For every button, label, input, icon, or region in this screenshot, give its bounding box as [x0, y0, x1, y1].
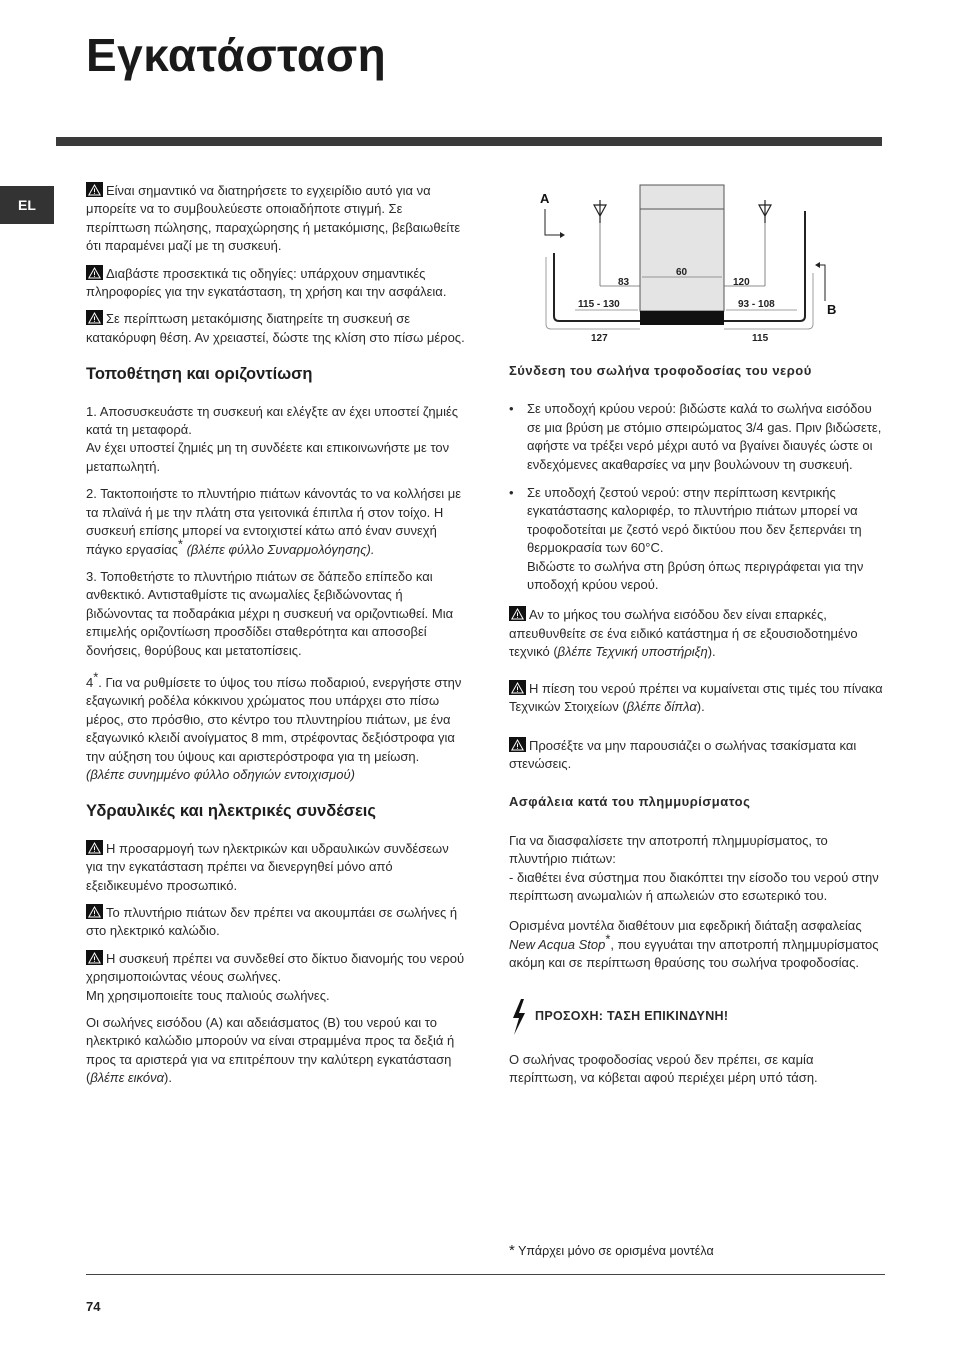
flood-brand: New Acqua Stop [509, 936, 606, 952]
right-column [509, 362, 885, 1096]
bullet-hot-text: Σε υποδοχή ζεστού νερού: στην περίπτωση κεντρικής εγκατάστασης καλοριφέρ, το πλυντήριο πιάτων μπορεί να τροφοδοτείται με ζεστό νερό δικτύου που δεν ξεπερνάει τη θερμοκρασία των 60°C. [527, 485, 862, 556]
warning-icon [509, 606, 526, 621]
voltage-alert-label: ΠΡΟΣΟΧΗ: ΤΑΣΗ ΕΠΙΚΙΝΔΥΝΗ! [535, 1009, 729, 1024]
step-2-text: 2. Τακτοποιήστε το πλυντήριο πιάτων κάνοντάς το να κολλήσει με τα πλαϊνά ή με την πλάτη στα γειτονικά έπιπλα ή στον τοίχο. Η συσκευή επίσης μπορεί να εντοιχιστεί κάτω από έναν συνεχή πάγκο εργασίας [86, 486, 462, 557]
warning-icon [86, 310, 103, 325]
step-1-text: 1. Αποσυσκευάστε τη συσκευή και ελέγξτε αν έχει υποστεί ζημιές κατά τη μεταφορά. [86, 403, 459, 438]
step-3 [86, 568, 466, 660]
flood-text-1: Για να διασφαλίσετε την αποτροπή πλημμυρίσματος, το πλυντήριο πιάτων: [509, 832, 828, 867]
warning-text-1-end: ). [707, 644, 716, 660]
plumbing-text-4-end: ). [164, 1070, 172, 1086]
step-4-number: 4 [86, 674, 94, 690]
footnote-star: * [177, 536, 183, 552]
label-a: A [540, 191, 550, 206]
footnote-text: Υπάρχει μόνο σε ορισμένα μοντέλα [518, 1244, 714, 1258]
warning-paragraph-2 [509, 680, 885, 717]
intro-paragraph-3 [86, 310, 466, 347]
plumbing-text-1: Η προσαρμογή των ηλεκτρικών και υδραυλικών συνδέσεων για την εγκατάσταση πρέπει να διενεργηθεί μόνο από εξειδικευμένο προσωπικό. [86, 840, 449, 893]
dim-60: 60 [676, 267, 688, 278]
warning-text-2-end: ). [696, 699, 705, 715]
step-4-reference: (βλέπε συνημμένο φύλλο οδηγιών εντοιχισμού) [86, 766, 355, 782]
dim-115: 115 [752, 333, 769, 344]
plumbing-text-3: Η συσκευή πρέπει να συνδεθεί στο δίκτυο διανομής του νερού χρησιμοποιώντας νέους σωλήνες. [86, 950, 465, 985]
warning-reference-1: βλέπε Τεχνική υποστήριξη [557, 644, 708, 660]
intro-paragraph-2 [86, 265, 466, 302]
step-4 [86, 669, 466, 784]
intro-text-3: Σε περίπτωση μετακόμισης διατηρείτε τη συσκευή σε κατακόρυφη θέση. Αν χρειαστεί, δώστε της κλίση στο πίσω μέρος. [86, 311, 465, 345]
flood-text-2a: Ορισμένα μοντέλα διαθέτουν μια εφεδρική διάταξη ασφαλείας [509, 918, 862, 934]
section-heading-inlet: Σύνδεση του σωλήνα τροφοδοσίας του νερού [509, 363, 812, 378]
final-text: Ο σωλήνας τροφοδοσίας νερού δεν πρέπει, σε καμία περίπτωση, να κόβεται αφού περιέχει μέρη υπό τάση. [509, 1051, 818, 1085]
plumbing-text-2: Το πλυντήριο πιάτων δεν πρέπει να ακουμπάει σε σωλήνες ή στο ηλεκτρικό καλώδιο. [86, 905, 458, 939]
warning-reference-2: βλέπε δίπλα [626, 699, 697, 715]
footnote-star: * [605, 931, 611, 947]
warning-icon [86, 840, 103, 855]
dim-115-130: 115 - 130 [578, 299, 620, 310]
plumbing-text-4: Οι σωλήνες εισόδου (A) και αδειάσματος (B) του νερού και το ηλεκτρικό καλώδιο μπορούν να είναι στραμμένα προς τα δεξιά ή προς τα αριστερά για να επιτρέπουν την καλύτερη εγκατάσταση ( [86, 1015, 455, 1086]
step-1 [86, 403, 466, 477]
dim-120: 120 [733, 277, 750, 288]
bullet-marker: • [509, 485, 514, 501]
bullet-cold-text: Σε υποδοχή κρύου νερού: βιδώστε καλά το σωλήνα εισόδου σε μια βρύση με στόμιο σπειρώματος 3/4 gas. Πριν βιδώσετε, αφήστε να τρέξει νερό μέχρι αυτό να βγαίνει διαυγές ώστε οι ενδεχόμενες ακαθαρσίες να μην βουλώνουν τη συσκευή. [527, 401, 882, 472]
header-rule [56, 137, 882, 146]
warning-paragraph-3 [509, 737, 885, 774]
plumbing-paragraph-4 [86, 1014, 466, 1088]
installation-diagram [535, 183, 845, 345]
plumbing-paragraph-1 [86, 840, 466, 895]
voltage-alert [511, 999, 885, 1035]
warning-icon [86, 182, 103, 197]
page-number: 74 [86, 1299, 101, 1314]
flood-paragraph-2 [509, 917, 885, 972]
dim-93-108: 93 - 108 [738, 299, 775, 310]
warning-text-2: Η πίεση του νερού πρέπει να κυμαίνεται στις τιμές του πίνακα Τεχνικών Στοιχείων ( [509, 680, 883, 715]
dim-127: 127 [591, 333, 608, 344]
bullet-hot-water [509, 484, 885, 594]
warning-icon [86, 265, 103, 280]
plumbing-text-3b: Μη χρησιμοποιείτε τους παλιούς σωλήνες. [86, 987, 330, 1003]
label-b: B [827, 302, 837, 317]
warning-icon [86, 950, 103, 965]
footnote [509, 1242, 714, 1259]
flood-text-2b: , που εγγυάται την αποτροπή πλημμυρίσματος ακόμη και σε περίπτωση θραύσης του σωλήνα τροφοδοσίας. [509, 936, 879, 971]
intro-paragraph-1 [86, 182, 466, 256]
plumbing-paragraph-3 [86, 950, 466, 1005]
flood-text-1b: - διαθέτει ένα σύστημα που διακόπτει την είσοδο του νερού στην περίπτωση ανωμαλιών ή απωλειών στο εσωτερικό του. [509, 869, 879, 903]
dim-83: 83 [618, 277, 630, 288]
bullet-marker: • [509, 401, 514, 417]
step-1-text-b: Αν έχει υποστεί ζημιές μη τη συνδέετε και επικοινωνήστε με τον μεταπωλητή. [86, 440, 450, 474]
step-3-text: 3. Τοποθετήστε το πλυντήριο πιάτων σε δάπεδο επίπεδο και ανθεκτικό. Αντισταθμίστε τις ανωμαλίες ξεβιδώνοντας ή βιδώνοντας τα ποδαράκια μέχρι η συσκευή να οριζοντιωθεί. Μια επιμελής οριζοντίωση προσδίδει σταθερότητα και αποσοβεί δονήσεις, θορύβους και μετατοπίσεις. [86, 568, 454, 658]
warning-text-1: Αν το μήκος του σωλήνα εισόδου δεν είναι επαρκές, απευθυνθείτε σε ένα ειδικό κατάστημα ή σε εξουσιοδοτημένο τεχνικό ( [509, 607, 858, 660]
flood-paragraph-1 [509, 832, 885, 906]
intro-text-2: Διαβάστε προσεκτικά τις οδηγίες: υπάρχουν σημαντικές πληροφορίες για την εγκατάσταση, τη χρήση και την ασφάλεια. [86, 265, 447, 300]
warning-icon [509, 680, 526, 695]
language-tab: EL [0, 186, 54, 224]
step-2 [86, 485, 466, 559]
plumbing-paragraph-2 [86, 904, 466, 941]
footnote-star: * [509, 1242, 515, 1259]
warning-paragraph-1 [509, 606, 885, 661]
lightning-icon [511, 999, 527, 1035]
footer-rule [86, 1274, 885, 1275]
section-heading-plumbing: Υδραυλικές και ηλεκτρικές συνδέσεις [86, 802, 376, 821]
step-4-text: . Για να ρυθμίσετε το ύψος του πίσω ποδαριού, ενεργήστε στην εξαγωνική ροδέλα κόκκινου χρώματος που υπάρχει στο πίσω μέρος, στο πρόσθιο, στο κέντρο του πλυντηρίου πιάτων, με ένα εξαγωνικό κλειδί ανοίγματος 8 mm, στρέφοντας δεξιόστροφα για την αύξηση του ύψους και αριστερόστροφα για τη μείωση. [86, 674, 462, 764]
footnote-star: * [93, 669, 99, 685]
warning-icon [509, 737, 526, 752]
bullet-hot-text-b: Βιδώστε το σωλήνα στη βρύση όπως περιγράφεται για την υποδοχή κρύου νερού. [527, 558, 864, 593]
final-paragraph [509, 1051, 885, 1088]
section-heading-flood: Ασφάλεια κατά του πλημμυρίσματος [509, 794, 751, 810]
warning-text-3: Προσέξτε να μην παρουσιάζει ο σωλήνας τσακίσματα και στενώσεις. [509, 737, 857, 771]
bullet-cold-water [509, 400, 885, 474]
section-heading-positioning: Τοποθέτηση και οριζοντίωση [86, 365, 313, 384]
plumbing-reference: βλέπε εικόνα [90, 1070, 165, 1086]
step-2-reference: (βλέπε φύλλο Συναρμολόγησης). [186, 541, 375, 557]
left-column [86, 182, 466, 1097]
warning-icon [86, 904, 103, 919]
intro-text-1: Είναι σημαντικό να διατηρήσετε το εγχειρίδιο αυτό για να μπορείτε να το συμβουλεύεστε οποιαδήποτε στιγμή. Σε περίπτωση πώλησης, παραχώρησης ή μετακόμισης, βεβαιωθείτε ότι παραμένει μαζί με τη συσκευή. [86, 183, 461, 254]
page-title: Εγκατάσταση [86, 29, 387, 81]
